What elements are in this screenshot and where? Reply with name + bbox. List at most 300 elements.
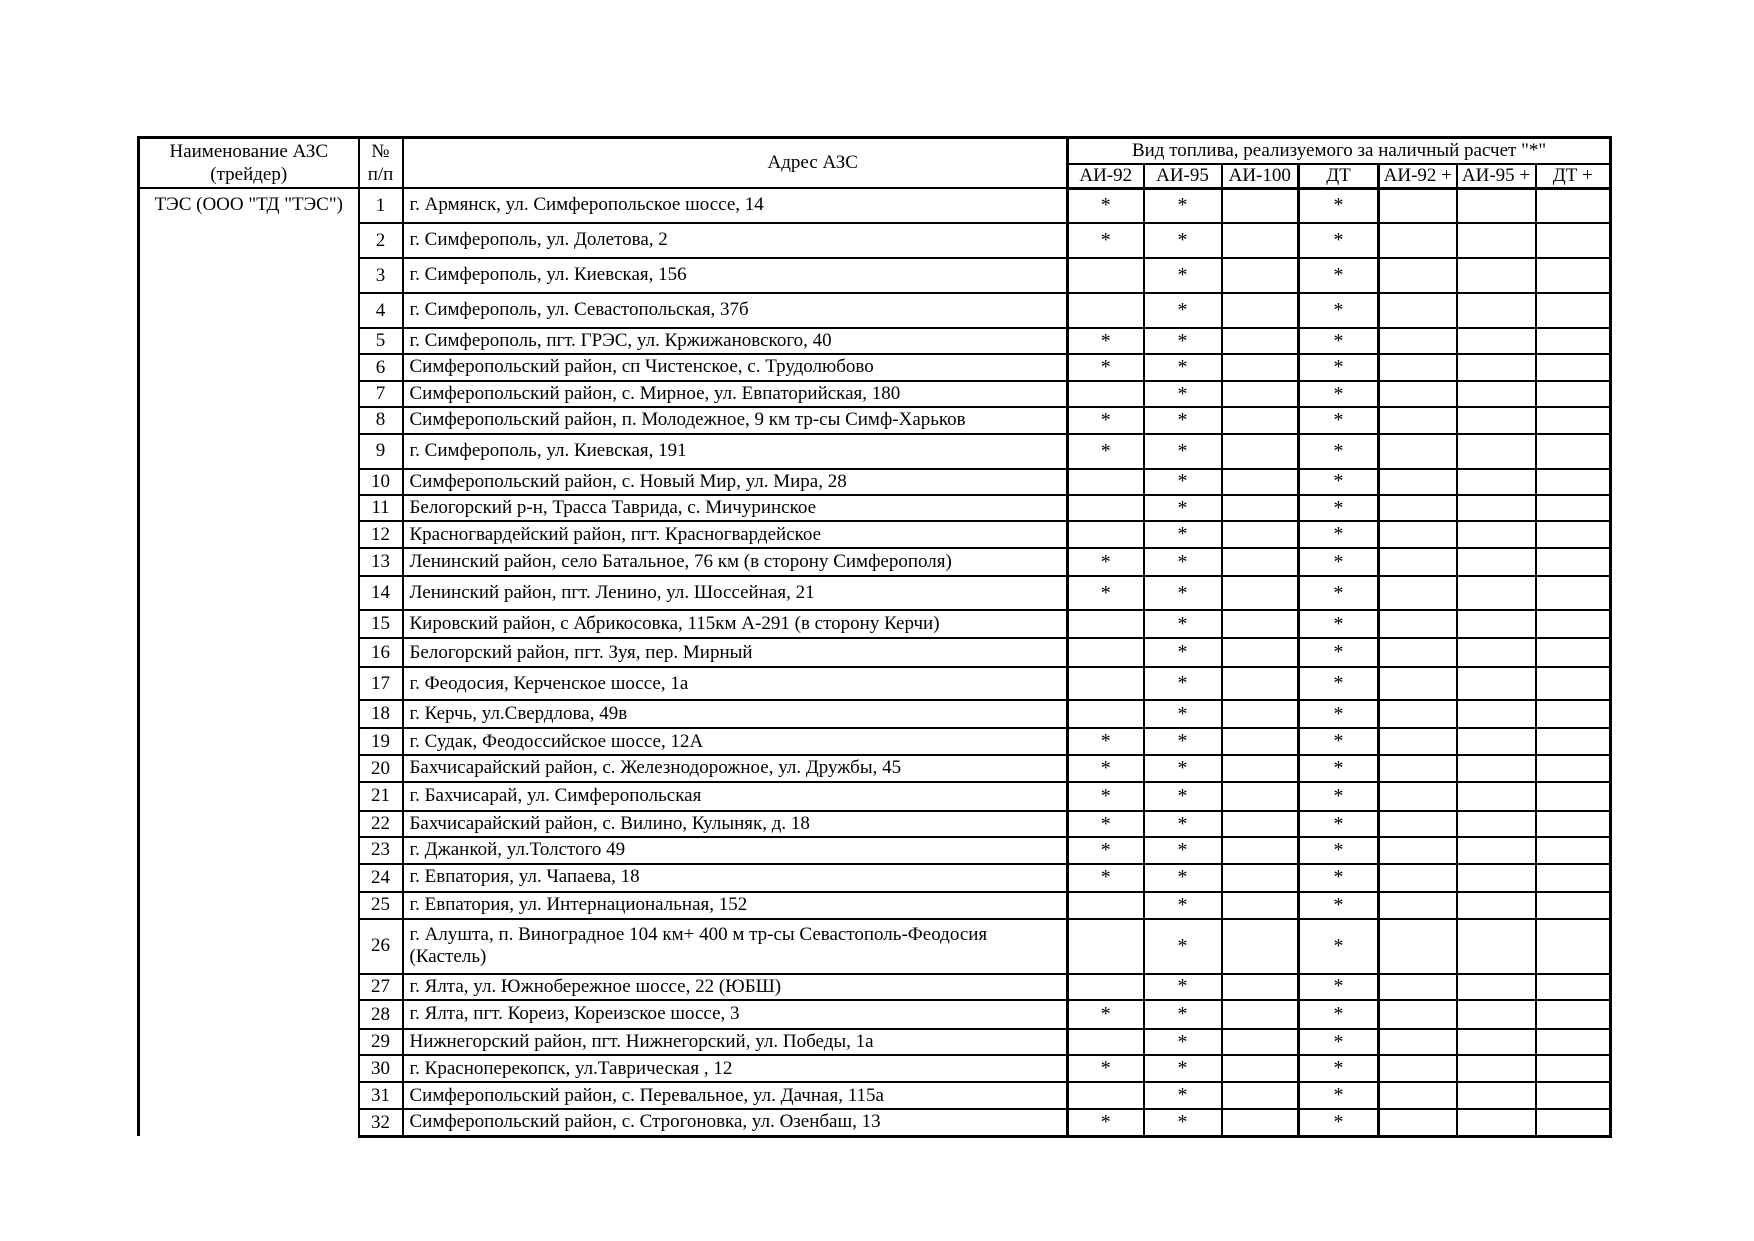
fuel-cell-dt-plus bbox=[1536, 188, 1611, 223]
address-cell: г. Симферополь, ул. Киевская, 156 bbox=[403, 258, 1068, 293]
fuel-cell-dt: * bbox=[1299, 293, 1379, 328]
address-cell: Симферопольский район, с. Строгоновка, ул. Озенбаш, 13 bbox=[403, 1109, 1068, 1136]
row-number-cell: 20 bbox=[359, 755, 403, 781]
fuel-cell-ai-100 bbox=[1222, 728, 1299, 755]
row-number-cell: 21 bbox=[359, 782, 403, 811]
fuel-cell-ai-95-plus bbox=[1457, 700, 1536, 728]
fuel-cell-ai-92 bbox=[1068, 258, 1144, 293]
fuel-cell-ai-92-plus bbox=[1379, 892, 1457, 919]
fuel-cell-ai-95: * bbox=[1144, 407, 1222, 433]
fuel-cell-ai-92-plus bbox=[1379, 548, 1457, 576]
fuel-cell-ai-95-plus bbox=[1457, 755, 1536, 781]
fuel-cell-ai-95-plus bbox=[1457, 521, 1536, 548]
row-number-cell: 23 bbox=[359, 837, 403, 863]
fuel-cell-dt-plus bbox=[1536, 638, 1611, 667]
fuel-cell-ai-92-plus bbox=[1379, 381, 1457, 407]
row-number-cell: 16 bbox=[359, 638, 403, 667]
fuel-cell-ai-92-plus bbox=[1379, 974, 1457, 1000]
table-row bbox=[139, 521, 1611, 548]
address-cell: Симферопольский район, с. Перевальное, ул. Дачная, 115а bbox=[403, 1082, 1068, 1109]
address-cell: г. Ялта, ул. Южнобережное шоссе, 22 (ЮБШ) bbox=[403, 974, 1068, 1000]
fuel-cell-ai-92 bbox=[1068, 919, 1144, 974]
fuel-cell-ai-95: * bbox=[1144, 548, 1222, 576]
fuel-cell-ai-95: * bbox=[1144, 638, 1222, 667]
row-number-cell: 1 bbox=[359, 188, 403, 223]
table-row bbox=[139, 328, 1611, 354]
fuel-cell-ai-95: * bbox=[1144, 974, 1222, 1000]
fuel-cell-ai-95: * bbox=[1144, 521, 1222, 548]
fuel-cell-ai-92-plus bbox=[1379, 1000, 1457, 1029]
fuel-cell-ai-92-plus bbox=[1379, 667, 1457, 700]
fuel-cell-ai-92 bbox=[1068, 892, 1144, 919]
fuel-cell-ai-92-plus bbox=[1379, 258, 1457, 293]
fuel-cell-ai-100 bbox=[1222, 1055, 1299, 1082]
fuel-cell-dt: * bbox=[1299, 407, 1379, 433]
fuel-cell-dt: * bbox=[1299, 469, 1379, 495]
fuel-cell-dt: * bbox=[1299, 223, 1379, 258]
fuel-cell-ai-100 bbox=[1222, 1082, 1299, 1109]
fuel-cell-ai-100 bbox=[1222, 223, 1299, 258]
col-header-ai-95-plus: АИ-95 + bbox=[1457, 164, 1536, 189]
row-number-cell: 10 bbox=[359, 469, 403, 495]
fuel-cell-ai-92-plus bbox=[1379, 700, 1457, 728]
table-row bbox=[139, 293, 1611, 328]
fuel-cell-dt: * bbox=[1299, 1029, 1379, 1055]
fuel-cell-ai-95-plus bbox=[1457, 381, 1536, 407]
fuel-cell-dt-plus bbox=[1536, 974, 1611, 1000]
fuel-cell-dt: * bbox=[1299, 354, 1379, 380]
fuel-cell-ai-95-plus bbox=[1457, 548, 1536, 576]
fuel-cell-dt-plus bbox=[1536, 667, 1611, 700]
fuel-cell-ai-92 bbox=[1068, 667, 1144, 700]
table-row bbox=[139, 258, 1611, 293]
fuel-cell-ai-95: * bbox=[1144, 667, 1222, 700]
address-cell: г. Красноперекопск, ул.Таврическая , 12 bbox=[403, 1055, 1068, 1082]
fuel-cell-ai-95-plus bbox=[1457, 919, 1536, 974]
address-cell: Симферопольский район, п. Молодежное, 9 км тр-сы Симф-Харьков bbox=[403, 407, 1068, 433]
fuel-cell-ai-92: * bbox=[1068, 811, 1144, 837]
table-row bbox=[139, 610, 1611, 638]
fuel-cell-dt: * bbox=[1299, 811, 1379, 837]
row-number-cell: 9 bbox=[359, 434, 403, 469]
table-row bbox=[139, 892, 1611, 919]
table-row bbox=[139, 919, 1611, 974]
fuel-cell-dt: * bbox=[1299, 700, 1379, 728]
col-header-ai-92-plus: АИ-92 + bbox=[1379, 164, 1457, 189]
col-header-station-name-line2: (трейдер) bbox=[210, 164, 288, 185]
fuel-cell-ai-92-plus bbox=[1379, 811, 1457, 837]
fuel-cell-ai-95: * bbox=[1144, 864, 1222, 892]
fuel-cell-ai-95-plus bbox=[1457, 811, 1536, 837]
fuel-cell-ai-92-plus bbox=[1379, 919, 1457, 974]
address-cell: г. Судак, Феодоссийское шоссе, 12А bbox=[403, 728, 1068, 755]
fuel-cell-ai-92: * bbox=[1068, 837, 1144, 863]
address-cell: г. Симферополь, ул. Долетова, 2 bbox=[403, 223, 1068, 258]
row-number-cell: 11 bbox=[359, 495, 403, 521]
row-number-cell: 28 bbox=[359, 1000, 403, 1029]
address-cell: г. Симферополь, ул. Киевская, 191 bbox=[403, 434, 1068, 469]
fuel-cell-dt-plus bbox=[1536, 919, 1611, 974]
row-number-cell: 7 bbox=[359, 381, 403, 407]
fuel-cell-ai-92 bbox=[1068, 1082, 1144, 1109]
col-header-ai-95: АИ-95 bbox=[1144, 164, 1222, 189]
fuel-cell-dt-plus bbox=[1536, 434, 1611, 469]
fuel-cell-ai-92: * bbox=[1068, 328, 1144, 354]
fuel-cell-ai-95-plus bbox=[1457, 1029, 1536, 1055]
fuel-cell-dt: * bbox=[1299, 521, 1379, 548]
fuel-cell-ai-92: * bbox=[1068, 354, 1144, 380]
fuel-cell-dt-plus bbox=[1536, 521, 1611, 548]
fuel-cell-dt-plus bbox=[1536, 576, 1611, 610]
fuel-cell-ai-100 bbox=[1222, 407, 1299, 433]
address-cell: г. Симферополь, пгт. ГРЭС, ул. Кржижановского, 40 bbox=[403, 328, 1068, 354]
fuel-cell-dt-plus bbox=[1536, 469, 1611, 495]
fuel-cell-ai-92-plus bbox=[1379, 328, 1457, 354]
fuel-cell-ai-95: * bbox=[1144, 728, 1222, 755]
table-row bbox=[139, 864, 1611, 892]
fuel-cell-ai-100 bbox=[1222, 892, 1299, 919]
row-number-cell: 18 bbox=[359, 700, 403, 728]
fuel-cell-ai-100 bbox=[1222, 610, 1299, 638]
row-number-cell: 15 bbox=[359, 610, 403, 638]
table-row bbox=[139, 974, 1611, 1000]
fuel-cell-ai-95-plus bbox=[1457, 223, 1536, 258]
fuel-cell-ai-92 bbox=[1068, 469, 1144, 495]
fuel-cell-ai-100 bbox=[1222, 521, 1299, 548]
fuel-cell-ai-95: * bbox=[1144, 610, 1222, 638]
fuel-cell-ai-92-plus bbox=[1379, 521, 1457, 548]
fuel-cell-ai-95-plus bbox=[1457, 407, 1536, 433]
fuel-cell-ai-92: * bbox=[1068, 576, 1144, 610]
fuel-cell-dt: * bbox=[1299, 1109, 1379, 1136]
fuel-cell-dt: * bbox=[1299, 1000, 1379, 1029]
table-row bbox=[139, 188, 1611, 223]
fuel-cell-dt: * bbox=[1299, 919, 1379, 974]
row-number-cell: 12 bbox=[359, 521, 403, 548]
table-row bbox=[139, 434, 1611, 469]
fuel-cell-ai-100 bbox=[1222, 576, 1299, 610]
table-row bbox=[139, 811, 1611, 837]
fuel-cell-dt: * bbox=[1299, 638, 1379, 667]
table-row bbox=[139, 576, 1611, 610]
col-header-row-number-line2: п/п bbox=[367, 164, 394, 185]
fuel-cell-ai-92-plus bbox=[1379, 223, 1457, 258]
fuel-cell-ai-92: * bbox=[1068, 188, 1144, 223]
fuel-cell-dt: * bbox=[1299, 188, 1379, 223]
row-number-cell: 30 bbox=[359, 1055, 403, 1082]
fuel-cell-ai-92: * bbox=[1068, 755, 1144, 781]
address-cell: г. Армянск, ул. Симферопольское шоссе, 14 bbox=[403, 188, 1068, 223]
fuel-cell-dt-plus bbox=[1536, 700, 1611, 728]
fuel-cell-ai-100 bbox=[1222, 667, 1299, 700]
address-cell: Бахчисарайский район, с. Вилино, Кулыняк, д. 18 bbox=[403, 811, 1068, 837]
fuel-cell-ai-95: * bbox=[1144, 258, 1222, 293]
fuel-cell-ai-92 bbox=[1068, 974, 1144, 1000]
row-number-cell: 27 bbox=[359, 974, 403, 1000]
row-number-cell: 2 bbox=[359, 223, 403, 258]
fuel-cell-ai-95: * bbox=[1144, 469, 1222, 495]
address-cell: Ленинский район, пгт. Ленино, ул. Шоссейная, 21 bbox=[403, 576, 1068, 610]
fuel-cell-ai-92: * bbox=[1068, 548, 1144, 576]
fuel-cell-dt-plus bbox=[1536, 782, 1611, 811]
fuel-cell-ai-92: * bbox=[1068, 782, 1144, 811]
address-cell: г. Евпатория, ул. Чапаева, 18 bbox=[403, 864, 1068, 892]
fuel-cell-ai-92 bbox=[1068, 495, 1144, 521]
fuel-cell-ai-95: * bbox=[1144, 782, 1222, 811]
table-row bbox=[139, 495, 1611, 521]
fuel-cell-ai-92: * bbox=[1068, 1109, 1144, 1136]
fuel-cell-ai-95-plus bbox=[1457, 1000, 1536, 1029]
row-number-cell: 32 bbox=[359, 1109, 403, 1136]
fuel-cell-ai-95: * bbox=[1144, 811, 1222, 837]
fuel-cell-ai-95: * bbox=[1144, 1029, 1222, 1055]
fuel-cell-ai-95-plus bbox=[1457, 782, 1536, 811]
fuel-cell-ai-100 bbox=[1222, 548, 1299, 576]
table-row bbox=[139, 1109, 1611, 1136]
fuel-cell-dt-plus bbox=[1536, 1000, 1611, 1029]
fuel-cell-ai-100 bbox=[1222, 1000, 1299, 1029]
table-row bbox=[139, 407, 1611, 433]
fuel-cell-ai-92 bbox=[1068, 381, 1144, 407]
fuel-cell-dt-plus bbox=[1536, 610, 1611, 638]
fuel-cell-ai-92 bbox=[1068, 293, 1144, 328]
fuel-cell-dt: * bbox=[1299, 548, 1379, 576]
fuel-cell-ai-95-plus bbox=[1457, 1082, 1536, 1109]
row-number-cell: 31 bbox=[359, 1082, 403, 1109]
fuel-cell-ai-95: * bbox=[1144, 1000, 1222, 1029]
fuel-cell-ai-95: * bbox=[1144, 354, 1222, 380]
fuel-cell-ai-100 bbox=[1222, 974, 1299, 1000]
col-header-ai-100: АИ-100 bbox=[1222, 164, 1299, 189]
table-row bbox=[139, 1055, 1611, 1082]
table-row bbox=[139, 223, 1611, 258]
fuel-cell-ai-95-plus bbox=[1457, 864, 1536, 892]
fuel-cell-ai-95: * bbox=[1144, 1055, 1222, 1082]
address-cell: Симферопольский район, с. Новый Мир, ул. Мира, 28 bbox=[403, 469, 1068, 495]
address-cell: г. Евпатория, ул. Интернациональная, 152 bbox=[403, 892, 1068, 919]
fuel-cell-ai-95-plus bbox=[1457, 328, 1536, 354]
fuel-cell-ai-100 bbox=[1222, 293, 1299, 328]
fuel-cell-ai-92 bbox=[1068, 1029, 1144, 1055]
fuel-cell-ai-92: * bbox=[1068, 407, 1144, 433]
fuel-cell-dt-plus bbox=[1536, 1109, 1611, 1136]
fuel-cell-dt: * bbox=[1299, 610, 1379, 638]
fuel-cell-dt-plus bbox=[1536, 755, 1611, 781]
fuel-cell-ai-95-plus bbox=[1457, 576, 1536, 610]
table-row bbox=[139, 638, 1611, 667]
row-number-cell: 22 bbox=[359, 811, 403, 837]
address-cell: Симферопольский район, сп Чистенское, с. Трудолюбово bbox=[403, 354, 1068, 380]
col-header-station-name-line1: Наименование АЗС bbox=[169, 140, 329, 162]
fuel-cell-dt: * bbox=[1299, 974, 1379, 1000]
col-header-dt: ДТ bbox=[1299, 164, 1379, 189]
fuel-cell-ai-95-plus bbox=[1457, 293, 1536, 328]
fuel-cell-ai-92-plus bbox=[1379, 755, 1457, 781]
fuel-cell-ai-95-plus bbox=[1457, 188, 1536, 223]
fuel-cell-ai-95-plus bbox=[1457, 1055, 1536, 1082]
fuel-cell-dt-plus bbox=[1536, 223, 1611, 258]
fuel-cell-ai-92: * bbox=[1068, 1055, 1144, 1082]
address-cell: г. Ялта, пгт. Кореиз, Кореизское шоссе, 3 bbox=[403, 1000, 1068, 1029]
fuel-cell-dt: * bbox=[1299, 837, 1379, 863]
fuel-cell-dt: * bbox=[1299, 782, 1379, 811]
fuel-cell-dt-plus bbox=[1536, 548, 1611, 576]
fuel-cell-dt-plus bbox=[1536, 328, 1611, 354]
fuel-cell-dt: * bbox=[1299, 755, 1379, 781]
fuel-cell-ai-92: * bbox=[1068, 223, 1144, 258]
fuel-cell-ai-95-plus bbox=[1457, 728, 1536, 755]
col-header-address: Адрес АЗС bbox=[403, 138, 1068, 189]
fuel-cell-ai-100 bbox=[1222, 1109, 1299, 1136]
fuel-cell-dt-plus bbox=[1536, 892, 1611, 919]
fuel-cell-ai-92-plus bbox=[1379, 1029, 1457, 1055]
row-number-cell: 14 bbox=[359, 576, 403, 610]
fuel-cell-ai-92-plus bbox=[1379, 782, 1457, 811]
fuel-cell-dt: * bbox=[1299, 892, 1379, 919]
fuel-cell-ai-95: * bbox=[1144, 755, 1222, 781]
table-row bbox=[139, 667, 1611, 700]
table-row bbox=[139, 1082, 1611, 1109]
table-header bbox=[139, 138, 1611, 189]
row-number-cell: 19 bbox=[359, 728, 403, 755]
fuel-cell-ai-95: * bbox=[1144, 1082, 1222, 1109]
fuel-cell-dt-plus bbox=[1536, 1055, 1611, 1082]
fuel-cell-ai-95: * bbox=[1144, 434, 1222, 469]
fuel-cell-ai-95: * bbox=[1144, 381, 1222, 407]
fuel-cell-ai-100 bbox=[1222, 1029, 1299, 1055]
col-header-dt-plus: ДТ + bbox=[1536, 164, 1611, 189]
address-cell: Белогорский р-н, Трасса Таврида, с. Мичуринское bbox=[403, 495, 1068, 521]
fuel-cell-ai-92-plus bbox=[1379, 434, 1457, 469]
table-row bbox=[139, 1000, 1611, 1029]
fuel-cell-ai-92-plus bbox=[1379, 469, 1457, 495]
fuel-cell-ai-95: * bbox=[1144, 892, 1222, 919]
table-body bbox=[139, 188, 1611, 1136]
fuel-cell-ai-100 bbox=[1222, 381, 1299, 407]
fuel-cell-ai-92-plus bbox=[1379, 610, 1457, 638]
fuel-cell-ai-95-plus bbox=[1457, 667, 1536, 700]
fuel-cell-dt: * bbox=[1299, 328, 1379, 354]
fuel-cell-dt: * bbox=[1299, 728, 1379, 755]
fuel-cell-ai-92-plus bbox=[1379, 495, 1457, 521]
address-cell: Кировский район, с Абрикосовка, 115км А-291 (в сторону Керчи) bbox=[403, 610, 1068, 638]
fuel-cell-ai-100 bbox=[1222, 258, 1299, 293]
row-number-cell: 6 bbox=[359, 354, 403, 380]
address-cell: Красногвардейский район, пгт. Красногвардейское bbox=[403, 521, 1068, 548]
fuel-cell-dt: * bbox=[1299, 864, 1379, 892]
fuel-cell-dt-plus bbox=[1536, 728, 1611, 755]
col-header-fuel-group: Вид топлива, реализуемого за наличный расчет "*" bbox=[1068, 138, 1611, 164]
row-number-cell: 3 bbox=[359, 258, 403, 293]
address-cell: г. Бахчисарай, ул. Симферопольская bbox=[403, 782, 1068, 811]
table-row bbox=[139, 837, 1611, 863]
fuel-cell-ai-95: * bbox=[1144, 919, 1222, 974]
fuel-cell-dt: * bbox=[1299, 576, 1379, 610]
table-row bbox=[139, 469, 1611, 495]
fuel-cell-ai-95-plus bbox=[1457, 469, 1536, 495]
col-header-station-name bbox=[139, 138, 359, 189]
fuel-cell-ai-95-plus bbox=[1457, 892, 1536, 919]
fuel-cell-ai-100 bbox=[1222, 469, 1299, 495]
fuel-cell-ai-100 bbox=[1222, 919, 1299, 974]
fuel-cell-ai-95-plus bbox=[1457, 258, 1536, 293]
fuel-cell-dt: * bbox=[1299, 667, 1379, 700]
fuel-cell-dt-plus bbox=[1536, 1029, 1611, 1055]
address-cell: Белогорский район, пгт. Зуя, пер. Мирный bbox=[403, 638, 1068, 667]
fuel-cell-ai-95-plus bbox=[1457, 638, 1536, 667]
fuel-cell-ai-95: * bbox=[1144, 223, 1222, 258]
fuel-cell-dt-plus bbox=[1536, 258, 1611, 293]
fuel-cell-ai-92: * bbox=[1068, 434, 1144, 469]
fuel-cell-dt-plus bbox=[1536, 1082, 1611, 1109]
fuel-cell-ai-95: * bbox=[1144, 188, 1222, 223]
fuel-cell-ai-100 bbox=[1222, 638, 1299, 667]
row-number-cell: 5 bbox=[359, 328, 403, 354]
fuel-cell-ai-92-plus bbox=[1379, 864, 1457, 892]
fuel-cell-ai-95-plus bbox=[1457, 974, 1536, 1000]
row-number-cell: 24 bbox=[359, 864, 403, 892]
fuel-cell-ai-100 bbox=[1222, 700, 1299, 728]
fuel-cell-ai-92 bbox=[1068, 700, 1144, 728]
fuel-cell-ai-95: * bbox=[1144, 495, 1222, 521]
fuel-cell-ai-100 bbox=[1222, 354, 1299, 380]
table-row bbox=[139, 354, 1611, 380]
fuel-cell-ai-100 bbox=[1222, 782, 1299, 811]
fuel-cell-ai-100 bbox=[1222, 495, 1299, 521]
fuel-cell-dt-plus bbox=[1536, 811, 1611, 837]
fuel-cell-ai-95: * bbox=[1144, 837, 1222, 863]
col-header-row-number-line1: № bbox=[371, 140, 390, 162]
fuel-cell-ai-92-plus bbox=[1379, 293, 1457, 328]
row-number-cell: 25 bbox=[359, 892, 403, 919]
col-header-ai-92: АИ-92 bbox=[1068, 164, 1144, 189]
address-cell: г. Джанкой, ул.Толстого 49 bbox=[403, 837, 1068, 863]
address-cell: Нижнегорский район, пгт. Нижнегорский, ул. Победы, 1а bbox=[403, 1029, 1068, 1055]
table-row bbox=[139, 755, 1611, 781]
fuel-cell-dt-plus bbox=[1536, 407, 1611, 433]
fuel-cell-dt: * bbox=[1299, 495, 1379, 521]
fuel-cell-dt-plus bbox=[1536, 381, 1611, 407]
table-row bbox=[139, 782, 1611, 811]
address-cell: г. Феодосия, Керченское шоссе, 1а bbox=[403, 667, 1068, 700]
row-number-cell: 26 bbox=[359, 919, 403, 974]
fuel-cell-dt: * bbox=[1299, 1082, 1379, 1109]
fuel-cell-dt-plus bbox=[1536, 837, 1611, 863]
fuel-cell-ai-100 bbox=[1222, 811, 1299, 837]
row-number-cell: 13 bbox=[359, 548, 403, 576]
address-cell: г. Алушта, п. Виноградное 104 км+ 400 м тр-сы Севастополь-Феодосия (Кастель) bbox=[403, 919, 1068, 974]
fuel-cell-ai-92-plus bbox=[1379, 188, 1457, 223]
address-cell: г. Симферополь, ул. Севастопольская, 37б bbox=[403, 293, 1068, 328]
fuel-cell-ai-95: * bbox=[1144, 1109, 1222, 1136]
fuel-cell-ai-92-plus bbox=[1379, 1082, 1457, 1109]
fuel-cell-ai-100 bbox=[1222, 837, 1299, 863]
fuel-cell-ai-92-plus bbox=[1379, 407, 1457, 433]
fuel-cell-ai-100 bbox=[1222, 755, 1299, 781]
fuel-cell-ai-100 bbox=[1222, 434, 1299, 469]
row-number-cell: 8 bbox=[359, 407, 403, 433]
fuel-cell-ai-92-plus bbox=[1379, 837, 1457, 863]
table-row bbox=[139, 1029, 1611, 1055]
fuel-cell-ai-95-plus bbox=[1457, 837, 1536, 863]
fuel-cell-ai-92-plus bbox=[1379, 576, 1457, 610]
fuel-cell-ai-92-plus bbox=[1379, 1109, 1457, 1136]
table-row bbox=[139, 548, 1611, 576]
fuel-cell-ai-92 bbox=[1068, 610, 1144, 638]
row-number-cell: 17 bbox=[359, 667, 403, 700]
row-number-cell: 4 bbox=[359, 293, 403, 328]
fuel-cell-ai-95-plus bbox=[1457, 495, 1536, 521]
